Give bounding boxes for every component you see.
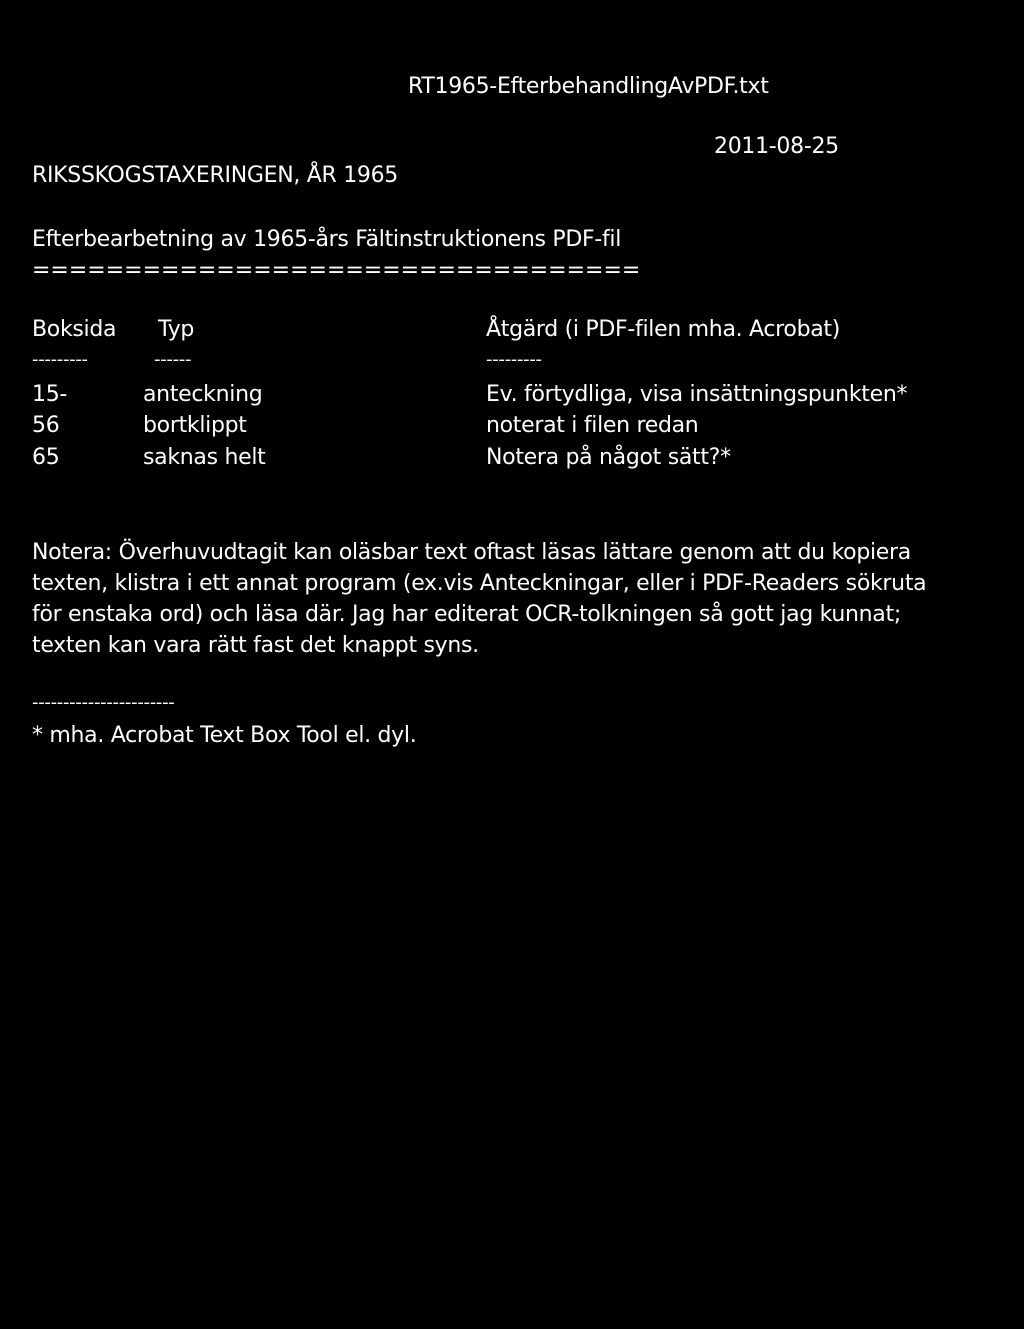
document-subtitle: Efterbearbetning av 1965-års Fältinstruktionens PDF-fil — [32, 227, 622, 252]
document-filename: RT1965-EfterbehandlingAvPDF.txt — [408, 74, 769, 99]
row-action: Ev. förtydliga, visa insättningspunkten* — [486, 382, 908, 407]
document-date: 2011-08-25 — [714, 134, 839, 159]
footnote-separator: ----------------------- — [32, 692, 175, 713]
header-dashes-type: ------ — [154, 349, 192, 370]
row-type: bortklippt — [143, 413, 247, 438]
organization-title: RIKSSKOGSTAXERINGEN, ÅR 1965 — [32, 163, 398, 188]
note-line: texten kan vara rätt fast det knappt syns. — [32, 633, 479, 658]
note-paragraph — [32, 537, 1002, 661]
header-dashes-action: --------- — [486, 349, 542, 370]
row-page: 65 — [32, 445, 60, 470]
row-page: 15- — [32, 382, 68, 407]
row-type: saknas helt — [143, 445, 266, 470]
column-header-page: Boksida — [32, 317, 117, 342]
subtitle-underline: ================================= — [32, 258, 641, 283]
row-type: anteckning — [143, 382, 263, 407]
footnote: * mha. Acrobat Text Box Tool el. dyl. — [32, 723, 417, 748]
row-action: noterat i filen redan — [486, 413, 699, 438]
note-line: för enstaka ord) och läsa där. Jag har editerat OCR-tolkningen så gott jag kunnat; — [32, 602, 901, 627]
row-action: Notera på något sätt?* — [486, 445, 731, 470]
column-header-action: Åtgärd (i PDF-filen mha. Acrobat) — [486, 317, 841, 342]
note-line: Notera: Överhuvudtagit kan oläsbar text oftast läsas lättare genom att du kopiera — [32, 540, 911, 565]
column-header-type: Typ — [158, 317, 195, 342]
row-page: 56 — [32, 413, 60, 438]
header-dashes-page: --------- — [32, 349, 88, 370]
note-line: texten, klistra i ett annat program (ex.vis Anteckningar, eller i PDF-Readers sökruta — [32, 571, 927, 596]
